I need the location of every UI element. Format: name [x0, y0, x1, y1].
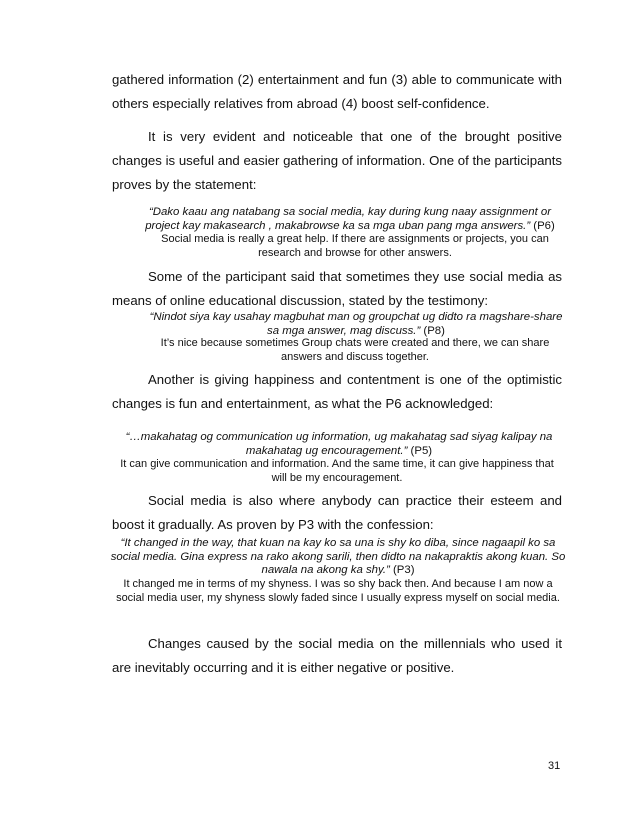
quote-text: “Nindot siya kay usahay magbuhat man og groupchat ug didto ra magshare-share sa mga answer, mag discuss.” — [149, 311, 563, 337]
quote-ref: (P8) — [420, 324, 445, 337]
quote-ref: (P6) — [530, 219, 555, 232]
quote-p6-info-translation: Social media is really a great help. If there are assignments or projects, you can research and browse for other answers. — [161, 233, 549, 259]
quote-text: “…makahatag og communication ug information, ug makahatag sad siyag kalipay na makahatag ug encouragement.” — [125, 431, 553, 457]
paragraph-1: gathered information (2) entertainment and fun (3) able to communicate with others especially relatives from abroad (4) boost self-confidence. — [112, 72, 562, 111]
quote-text: “Dako kaau ang natabang sa social media, kay during kung naay assignment or project kay makasearch , makabrowse ka sa mga uban pang mga answers.” — [145, 206, 552, 232]
quote-text: “It changed in the way, that kuan na kay ko sa una is shy ko diba, since nagaapil ko sa social media. Gina express na rako akong sarili, then didto na nakapraktis akong kuan. So nawala na akong ka shy.” — [110, 537, 566, 576]
page-number: 31 — [548, 760, 561, 772]
paragraph-2: It is very evident and noticeable that one of the brought positive changes is useful and easier gathering of information. One of the participants proves by the statement: — [112, 129, 562, 192]
quote-p3 — [110, 537, 566, 578]
quote-p8 — [146, 311, 566, 338]
paragraph-5: Social media is also where anybody can practice their esteem and boost it gradually. As proven by P3 with the confession: — [112, 493, 562, 532]
paragraph-3: Some of the participant said that sometimes they use social media as means of online educational discussion, stated by the testimony: — [112, 269, 562, 308]
quote-p6-info — [138, 206, 562, 233]
quote-p3-translation: It changed me in terms of my shyness. I was so shy back then. And because I am now a social media user, my shyness slowly faded since I usually express myself on social media. — [116, 578, 560, 604]
quote-ref: (P3) — [389, 564, 415, 576]
paragraph-4: Another is giving happiness and contentment is one of the optimistic changes is fun and entertainment, as what the P6 acknowledged: — [112, 372, 562, 411]
quote-p5-translation: It can give communication and information. And the same time, it can give happiness that will be my encouragement. — [120, 458, 554, 484]
quote-p5 — [118, 431, 560, 458]
paragraph-6: Changes caused by the social media on the millennials who used it are inevitably occurring and it is either negative or positive. — [112, 636, 562, 675]
quote-p8-translation: It’s nice because sometimes Group chats were created and there, we can share answers and discuss together. — [160, 337, 550, 363]
quote-ref: (P5) — [407, 444, 433, 457]
